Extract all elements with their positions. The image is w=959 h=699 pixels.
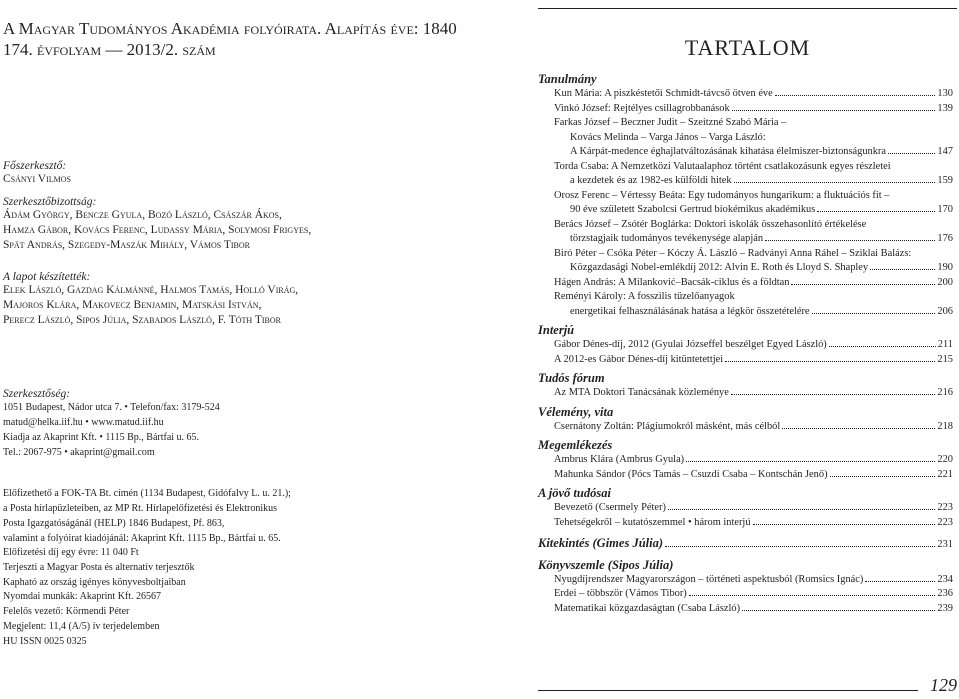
page-ref: 170 [937,204,953,215]
toc-entry[interactable]: Biró Péter – Csóka Péter – Kóczy Á. László – Radványi Anna Ráhel – Sziklai Balázs: Közgazdasági Nobel-emlékdíj 2012: Alvin E. Roth és Lloyd S. Shapley 190 [554,247,953,276]
toc-entry[interactable]: Berács József – Zsótér Boglárka: Doktori iskolák összehasonlító értékelése törzstagjaik tudományos tevékenysége alapján 176 [554,218,953,247]
subscription-line: Előfizetési díj egy évre: 11 040 Ft [3,547,139,558]
chief-editor-name: Csányi Vilmos [3,173,71,185]
toc-entry[interactable]: A 2012-es Gábor Dénes-díj kitüntetettjei 215 [554,353,953,368]
toc-entry[interactable]: Orosz Ferenc – Vértessy Beáta: Egy tudományos hungarikum: a fluktuációs fit – 90 éve született Szabolcsi Gertrud biokémikus akadémikus 170 [554,189,953,218]
toc-entry[interactable]: Mahunka Sándor (Pócs Tamás – Csuzdi Csaba – Kontschán Jenő) 221 [554,468,953,483]
distribution-block [3,486,291,546]
toc-entry[interactable]: Bevezető (Csermely Péter) 223 [554,501,953,516]
journal-header: A Magyar Tudományos Akadémia folyóirata. Alapítás éve: 1840 [3,19,457,38]
prepared-by-label: A lapot készítették: [3,271,91,283]
page-ref: 147 [937,146,953,157]
board-line: Hamza Gábor, Kovács Ferenc, Ludassy Mária, Solymosi Frigyes, [3,224,312,236]
page-ref: 223 [937,516,953,528]
toc-entry[interactable]: Reményi Károly: A fosszilis tüzelőanyagok energetikai felhasználásának hatása a légkör összetételére 206 [554,290,953,319]
toc-section-entry[interactable] [538,536,953,553]
toc-entry[interactable]: Torda Csaba: A Nemzetközi Valutaalaphoz történt csatlakozásunk egyes részletei a kezdetek és az 1982-es külföldi hitek 159 [554,160,953,189]
page-ref: 130 [937,88,953,99]
board-line: Spät András, Szegedy-Maszák Mihály, Vámos Tibor [3,239,250,251]
section-heading: Interjú [538,323,575,337]
section-heading: Kitekintés (Gimes Júlia) [538,536,663,550]
top-rule [538,8,957,9]
prepared-line: Majoros Klára, Makovecz Benjamin, Matskási István, [3,299,262,311]
editorial-board-label: Szerkesztőbizottság: [3,196,97,208]
subscription-line: Kapható az ország igényes könyvesboltjaiban [3,577,186,588]
page-ref: 220 [937,454,953,465]
toc-entry[interactable]: Erdei – többször (Vámos Tibor) 236 [554,587,953,602]
page-ref: 176 [937,233,953,244]
toc-entry[interactable]: Vinkó József: Rejtélyes csillagrobbanások 139 [554,102,953,117]
print-line: Felelős vezető: Körmendi Péter [3,606,130,617]
page-number: 129 [930,675,957,695]
bottom-rule [538,690,918,691]
print-info-block [3,589,161,649]
section-heading: Vélemény, vita [538,404,614,419]
office-line: Kiadja az Akaprint Kft. • 1115 Bp., Bártfai u. 65. [3,432,200,443]
toc-entry[interactable]: Farkas József – Beczner Judit – Szeitzné Szabó Mária – Kovács Melinda – Varga János – Varga László: A Kárpát-medence éghajlatváltozásának kihatása élelmiszer-biztonságunkra 147 [554,116,953,160]
section-heading: Megemlékezés [538,438,613,452]
page-ref: 236 [937,588,953,599]
toc-entry[interactable]: Kun Mária: A piszkéstetői Schmidt-távcső ötven éve 130 [554,87,953,102]
page-ref: 211 [937,339,953,350]
page-ref: 223 [937,502,953,513]
distribution-line: valamint a folyóirat kiadójánál: Akaprint Kft. 1115 Bp., Bártfai u. 65. [3,533,281,544]
board-line: Ádám György, Bencze Gyula, Bozó László, Császár Ákos, [3,209,282,221]
page-ref: 200 [937,276,953,288]
page-ref: 215 [937,353,953,365]
prepared-by-block [3,271,298,328]
chief-editor-block [3,160,71,187]
section-heading: Tanulmány [538,72,597,86]
editorial-office-block [3,388,220,460]
office-line: 1051 Budapest, Nádor utca 7. • Telefon/fax: 3179-524 [3,402,220,413]
page-ref: 190 [937,262,953,273]
toc-entry[interactable]: Hágen András: A Milanković–Bacsák-ciklus és a földtan 200 [554,276,953,291]
print-line: Nyomdai munkák: Akaprint Kft. 26567 [3,591,162,602]
prepared-line: Perecz László, Sipos Júlia, Szabados László, F. Tóth Tibor [3,314,281,326]
toc-entry[interactable]: Matematikai közgazdaságtan (Csaba László) 239 [554,602,953,617]
distribution-line: Előfizethető a FOK-TA Bt. címén (1134 Budapest, Gidófalvy L. u. 21.); [3,488,291,499]
page-ref: 206 [937,305,953,317]
page-ref: 231 [937,539,953,550]
distribution-line: Posta Igazgatóságánál (HELP) 1846 Budapest, Pf. 863, [3,518,225,529]
prepared-line: Elek László, Gazdag Kálmánné, Halmos Tamás, Holló Virág, [3,284,299,296]
section-heading: Tudós fórum [538,371,605,385]
page-ref: 239 [937,602,953,614]
distribution-line: a Posta hírlapüzleteiben, az MP Rt. Hírlapelőfizetési és Elektronikus [3,503,277,514]
page-ref: 159 [937,175,953,186]
section-heading: A jövő tudósai [538,486,611,500]
table-of-contents [538,72,953,616]
toc-entry[interactable]: Az MTA Doktori Tanácsának közleménye 216 [554,386,953,401]
page-ref: 234 [937,573,953,585]
print-line: Megjelent: 11,4 (A/5) ív terjedelemben [3,621,160,632]
toc-entry[interactable]: Tehetségekről – kutatószemmel • három interjú 223 [554,516,953,531]
toc-entry[interactable]: Gábor Dénes-díj, 2012 (Gyulai Józseffel beszélget Egyed László) 211 [554,338,953,353]
page-ref: 216 [937,387,953,398]
toc-entry[interactable]: Ambrus Klára (Ambrus Gyula) 220 [554,453,953,468]
section-heading: Könyvszemle (Sipos Júlia) [538,557,674,572]
editorial-board-block [3,196,311,253]
page-ref: 221 [937,468,953,480]
editorial-office-label: Szerkesztőség: [3,388,71,400]
toc-entry[interactable]: Csernátony Zoltán: Plágiumokról másként, más célból 218 [554,420,953,435]
subscription-line: Terjeszti a Magyar Posta és alternatív terjesztők [3,562,195,573]
page-ref: 218 [937,420,953,432]
print-line: HU ISSN 0025 0325 [3,636,87,647]
subscription-block [3,545,194,590]
toc-title: TARTALOM [684,35,811,60]
page-ref: 139 [937,102,953,114]
chief-editor-label: Főszerkesztő: [3,160,67,172]
toc-entry[interactable]: Nyugdíjrendszer Magyarországon – történeti aspektusból (Romsics Ignác) 234 [554,573,953,588]
issue-header: 174. évfolyam — 2013/2. szám [3,40,216,59]
office-line: matud@helka.iif.hu • www.matud.iif.hu [3,417,164,428]
office-line: Tel.: 2067-975 • akaprint@gmail.com [3,447,155,458]
